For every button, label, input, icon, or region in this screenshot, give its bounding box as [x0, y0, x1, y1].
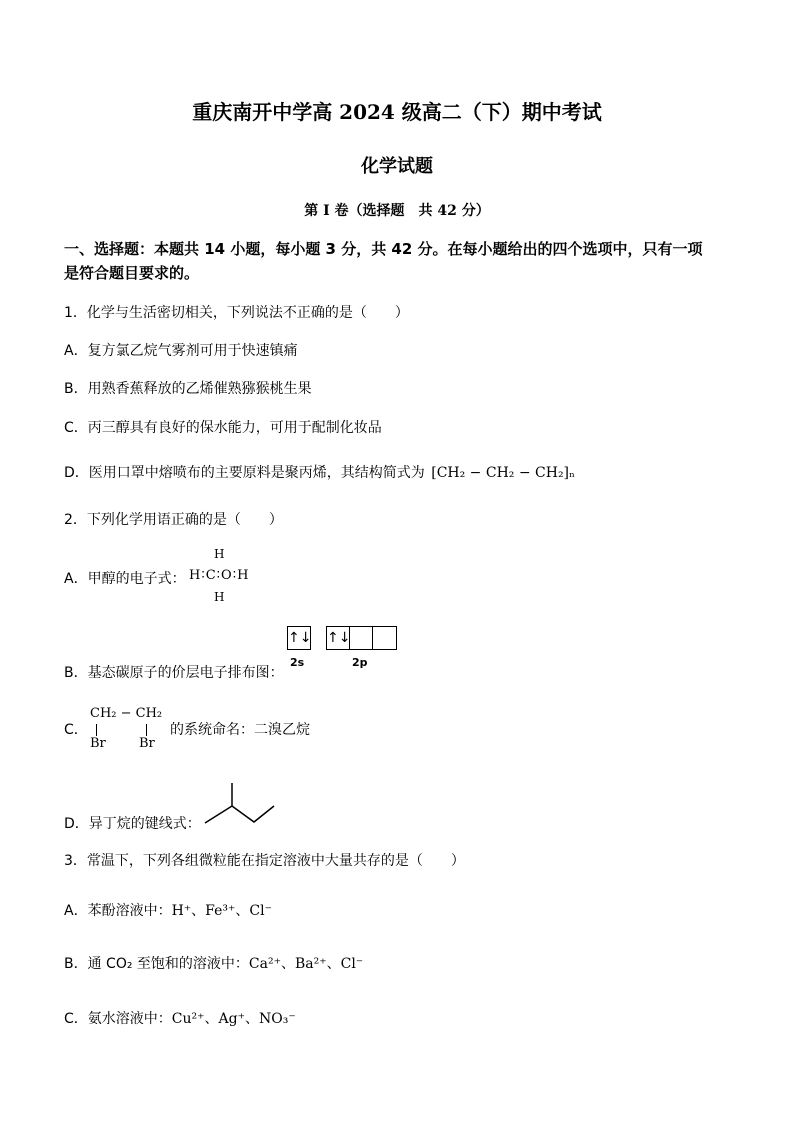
orbital-arrow-2s: ↑↓ [288, 630, 312, 646]
q3-option-c [64, 1008, 296, 1028]
orbital-label-2s: 2s [290, 656, 305, 669]
q3-stem: 3．常温下，下列各组微粒能在指定溶液中大量共存的是（ ） [64, 853, 465, 869]
q3-option-a-text: A．苯酚溶液中： [64, 903, 172, 919]
q3-option-b-text: B．通 CO₂ 至饱和的溶液中： [64, 956, 249, 972]
instructions-line-2: 是符合题目要求的。 [64, 264, 200, 282]
page-title: 重庆南开中学高 2024 级高二（下）期中考试 [192, 100, 602, 124]
q2-a-formula-mid: H∶C∶O∶H [189, 568, 250, 583]
q1-option-a: A．复方氯乙烷气雾剂可用于快速镇痛 [64, 343, 298, 359]
q3-option-c-ions: Cu²⁺、Ag⁺、NO₃⁻ [171, 1011, 296, 1027]
q1-option-d [64, 462, 575, 482]
q2-a-formula-top: H [214, 547, 225, 561]
orbital-label-2p: 2p [352, 656, 368, 669]
q2-c-bond-right [146, 724, 147, 736]
q1-stem: 1．化学与生活密切相关，下列说法不正确的是（ ） [64, 305, 409, 321]
q2-option-a-text: A．甲醇的电子式： [64, 571, 186, 587]
q1-option-d-text: D．医用口罩中熔喷布的主要原料是聚丙烯，其结构简式为 [64, 465, 425, 481]
q1-option-c: C．丙三醇具有良好的保水能力，可用于配制化妆品 [64, 420, 382, 436]
q3-option-a-ions: H⁺、Fe³⁺、Cl⁻ [171, 903, 272, 919]
q2-a-formula-bot: H [214, 590, 225, 604]
q3-option-b [64, 953, 363, 973]
q3-option-b-ions: Ca²⁺、Ba²⁺、Cl⁻ [248, 956, 364, 972]
orbital-box-2p-3 [372, 626, 397, 650]
q2-option-d-text: D．异丁烷的键线式： [64, 816, 201, 832]
q2-stem: 2．下列化学用语正确的是（ ） [64, 512, 283, 528]
q2-c-formula-br-left: Br [90, 736, 106, 751]
q1-option-d-formula: [CH₂ − CH₂ − CH₂]ₙ [431, 465, 576, 481]
page-subtitle: 化学试题 [361, 156, 433, 177]
q1-option-b: B．用熟香蕉释放的乙烯催熟猕猴桃生果 [64, 381, 312, 397]
q2-option-c-text: 的系统命名：二溴乙烷 [170, 722, 310, 738]
isobutane-skeletal-formula [200, 780, 280, 830]
q2-option-b-text: B．基态碳原子的价层电子排布图： [64, 665, 284, 681]
q2-c-formula-top: CH₂ − CH₂ [90, 706, 163, 721]
q2-c-formula-br-right: Br [139, 736, 155, 751]
q2-option-c-prefix: C． [64, 722, 88, 738]
orbital-arrow-2p: ↑↓ [327, 630, 351, 646]
q3-option-a [64, 900, 272, 920]
orbital-box-2p-2 [349, 626, 373, 650]
orbital-box-2s [287, 626, 311, 650]
q3-option-c-text: C．氨水溶液中： [64, 1011, 172, 1027]
section-title: 第 I 卷（选择题 共 42 分） [304, 203, 490, 219]
instructions-line-1: 一、选择题：本题共 14 小题，每小题 3 分，共 42 分。在每小题给出的四个选项中，只有一项 [64, 240, 703, 258]
q2-c-bond-left [96, 724, 97, 736]
orbital-box-2p-1 [326, 626, 350, 650]
